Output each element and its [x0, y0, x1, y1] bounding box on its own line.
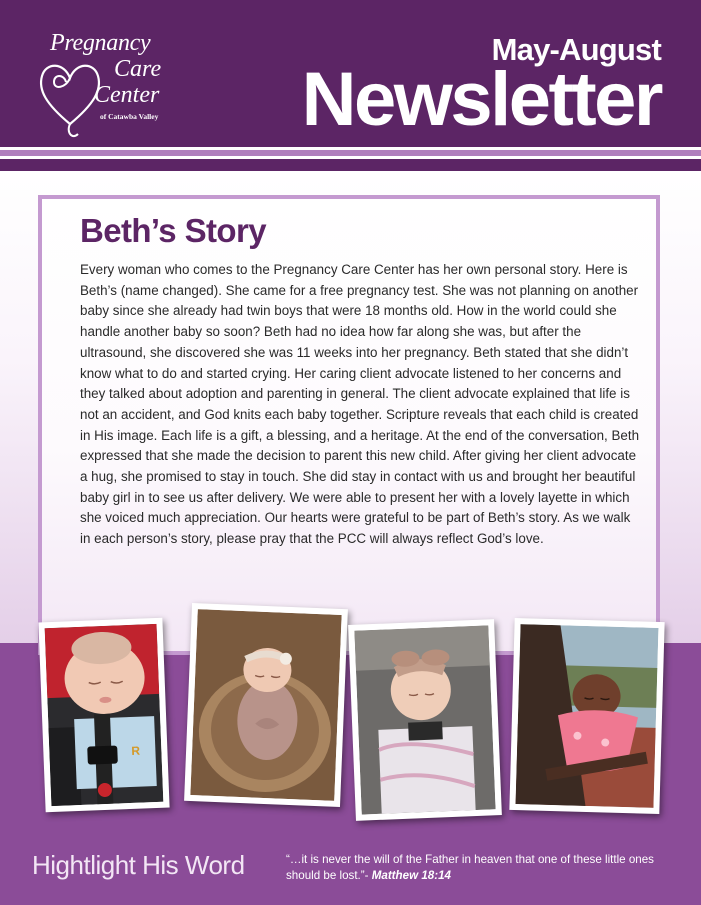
photo-baby-carseat	[38, 618, 169, 813]
photo-baby-wrapped	[184, 603, 348, 807]
story-title: Beth’s Story	[80, 212, 266, 249]
newsletter-title: Newsletter	[301, 57, 661, 142]
logo-line-care: Care	[114, 56, 162, 82]
footer-section-label: Hightlight His Word	[32, 850, 245, 880]
header-stripe-dark	[0, 159, 701, 171]
scripture-reference: Matthew 18:14	[371, 869, 451, 882]
photo-baby-bow	[348, 619, 502, 821]
scripture-text: “…it is never the will of the Father in heaven that one of these little ones should be lost.”-	[286, 853, 654, 882]
header-stripe-light	[0, 150, 701, 156]
logo-line-center: Center	[94, 82, 160, 108]
logo-line-location: of Catawba Valley	[100, 112, 159, 121]
newsletter-period: May-August	[491, 32, 661, 67]
svg-text:R: R	[131, 743, 141, 758]
logo	[36, 30, 186, 130]
photo-baby-held	[509, 618, 664, 814]
scripture-quote	[286, 852, 676, 884]
logo-line-pregnancy: Pregnancy	[50, 30, 151, 56]
story-body: Every woman who comes to the Pregnancy Care Center has her own personal story. Here is Beth’s (name changed). She came for a free pregnancy test. She was not planning on another baby since she already had twin boys that were 18 months old. How in the world could she handle another baby so soon? Beth had no idea how far along she was, but after the ultrasound, she discovered she was 11 weeks into her pregnancy. Beth stated that she didn’t know what to do and started crying. Her caring client advocate listened to her concerns and they talked about adoption and parenting in general. The client advocate explained that life is not an accident, and God knits each baby together. Scripture reveals that each child is created in His image. Each life is a gift, a blessing, and a heritage. At the end of the conversation, Beth expressed that she made the decision to parent this new child. After giving her client advocate a hug, she promised to stay in touch. She did stay in contact with us and brought her beautiful baby girl in to see us after delivery. We were able to present her with a lovely layette in which she voiced much appreciation. Our hearts were grateful to be part of Beth’s story. As we walk in each person’s story, please pray that the PCC will always reflect God’s love.	[80, 262, 640, 547]
